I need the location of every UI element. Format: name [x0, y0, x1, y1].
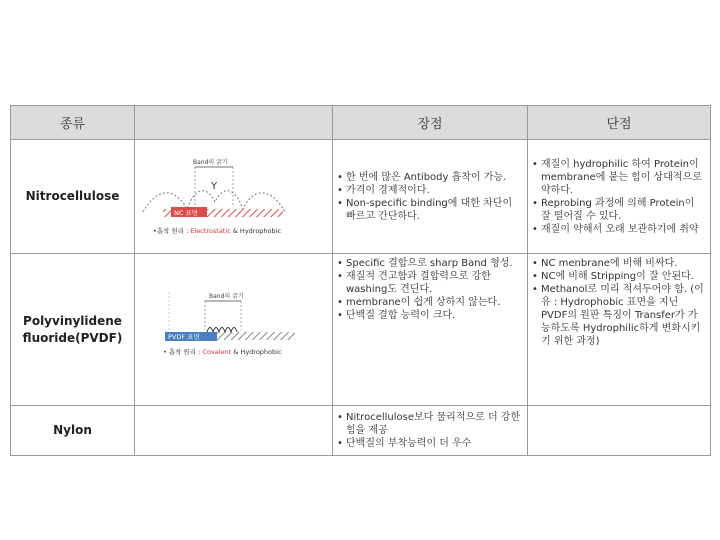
list-item: • Methanol로 미리 적셔두어야 함. (이유 : Hydrophobic 표면을 지닌 PVDF의 원판 특징이 Transfer가 가능하도록 Hydrophilic하게 변화시키기 위한 과정)	[541, 283, 705, 348]
y-symbol: Y	[211, 180, 218, 192]
band-width-label: Band의 굵기	[193, 158, 228, 166]
header-type: 종류	[11, 106, 135, 140]
list-item: • Specific 결합으로 sharp Band 형성.	[346, 257, 522, 270]
nc-caption: •흡착 원리 : Electrostatic & Hydrophobic	[153, 226, 282, 235]
list-item: • 재질이 약해서 오래 보관하기에 취약	[541, 223, 705, 236]
list-item: • Non-specific binding에 대한 차단이 빠르고 간단하다.	[346, 197, 522, 223]
cons-list	[529, 255, 709, 350]
table-row-pvdf	[11, 254, 711, 406]
list-item: • 한 번에 많은 Antibody 흡착이 가능.	[346, 171, 522, 184]
cons-cell	[528, 140, 711, 254]
pros-cell	[333, 406, 528, 456]
header-row	[11, 106, 711, 140]
cons-cell	[528, 254, 711, 406]
header-pros: 장점	[333, 106, 528, 140]
pros-list	[334, 409, 526, 452]
type-cell: Nitrocellulose	[11, 140, 135, 254]
list-item: • 단백질 결합 능력이 크다.	[346, 309, 522, 322]
list-item: • Reprobing 과정에 의해 Protein이 잘 떨어질 수 있다.	[541, 197, 705, 223]
protein-curve	[143, 190, 285, 211]
type-cell: Nylon	[11, 406, 135, 456]
list-item: • 재질이 hydrophilic 하여 Protein이 membrane에 붙는 힘이 상대적으로 약하다.	[541, 158, 705, 197]
nc-binding-diagram	[135, 147, 333, 247]
band-width-label: Band의 굵기	[209, 292, 244, 300]
list-item: • 단백질의 부착능력이 더 우수	[346, 437, 522, 450]
pvdf-binding-diagram	[135, 280, 333, 380]
header-cons: 단점	[528, 106, 711, 140]
cons-list	[529, 156, 709, 238]
list-item: • 재질적 견고함과 결합력으로 강한 washing도 견딘다.	[346, 270, 522, 296]
list-item: • 가격이 경제적이다.	[346, 184, 522, 197]
header-diagram	[135, 106, 333, 140]
nc-surface-label: NC 표면	[174, 208, 199, 217]
protein-bonds	[207, 327, 237, 332]
pros-list	[334, 169, 526, 225]
diagram-cell	[135, 254, 333, 406]
list-item: • NC menbrane에 비해 비싸다.	[541, 257, 705, 270]
membrane-comparison-table	[10, 105, 711, 456]
pros-list	[334, 255, 526, 324]
cons-cell	[528, 406, 711, 456]
pvdf-caption: • 흡착 원리 : Covalent & Hydrophobic	[163, 347, 282, 356]
list-item: • Nitrocellulose보다 물리적으로 더 강한 힘을 제공	[346, 411, 522, 437]
diagram-cell	[135, 406, 333, 456]
table-row-nitrocellulose	[11, 140, 711, 254]
pros-cell	[333, 254, 528, 406]
type-cell: Polyvinylidene fluoride(PVDF)	[11, 254, 135, 406]
pros-cell	[333, 140, 528, 254]
diagram-cell	[135, 140, 333, 254]
table-row-nylon	[11, 406, 711, 456]
list-item: • NC에 비해 Stripping이 잘 안된다.	[541, 270, 705, 283]
list-item: • membrane이 쉽게 상하지 않는다.	[346, 296, 522, 309]
pvdf-surface-label: PVDF 표면	[168, 332, 200, 341]
